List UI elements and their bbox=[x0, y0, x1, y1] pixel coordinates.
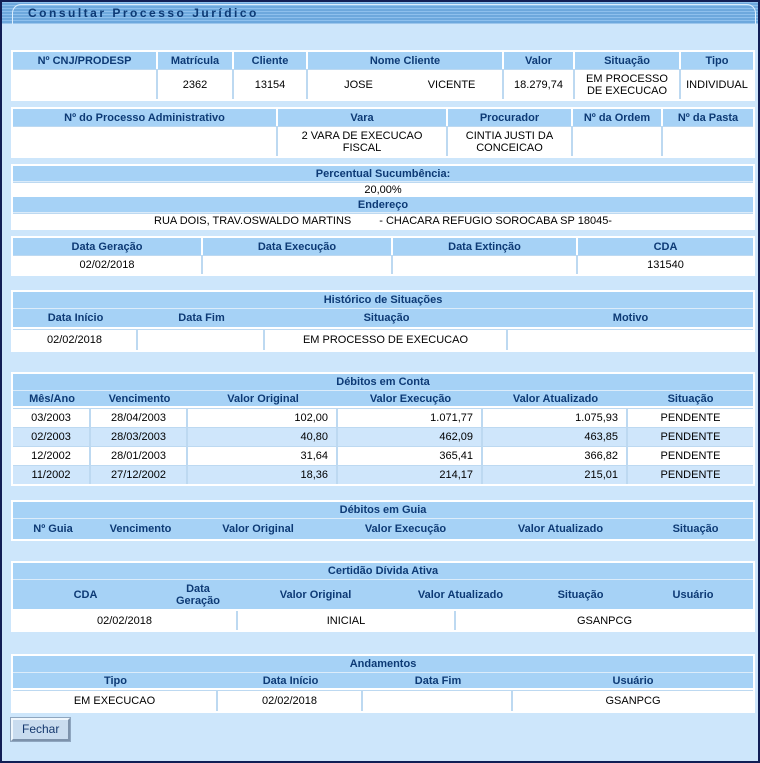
column-header-valor-atualizado-cert: Valor Atualizado bbox=[393, 580, 528, 611]
cell-valor-atualizado: 215,01 bbox=[483, 465, 628, 484]
nome-cliente-last: VICENTE bbox=[427, 78, 476, 91]
column-header-cnj: Nº CNJ/PRODESP bbox=[13, 52, 158, 69]
column-header-data-inicio-and: Data Início bbox=[218, 673, 363, 690]
cell-data-extincao bbox=[393, 255, 578, 274]
debitos-guia-header-row bbox=[13, 519, 753, 539]
cell-and-tipo: EM EXECUCAO bbox=[13, 690, 218, 711]
cell-valor-execucao: 1.071,77 bbox=[338, 408, 483, 427]
cell-hist-situacao: EM PROCESSO DE EXECUCAO bbox=[265, 329, 508, 350]
cell-valor: 18.279,74 bbox=[504, 69, 575, 99]
column-header-data-geracao: Data Geração bbox=[13, 238, 203, 255]
cell-ordem bbox=[573, 126, 663, 156]
cell-vara: 2 VARA DE EXECUCAO FISCAL bbox=[278, 126, 448, 156]
column-header-valor-execucao: Valor Execução bbox=[338, 391, 483, 408]
historico-data-row bbox=[13, 329, 753, 350]
column-header-matricula: Matrícula bbox=[158, 52, 234, 69]
dates-table bbox=[11, 236, 755, 276]
andamentos-data-row bbox=[13, 690, 753, 711]
table-row bbox=[13, 465, 753, 484]
column-header-processo-adm: Nº do Processo Administrativo bbox=[13, 109, 278, 126]
column-header-valor-atualizado-guia: Valor Atualizado bbox=[483, 519, 638, 539]
column-header-data-execucao: Data Execução bbox=[203, 238, 393, 255]
column-header-usuario-and: Usuário bbox=[513, 673, 753, 690]
cell-situacao: EM PROCESSO DE EXECUCAO bbox=[575, 69, 681, 99]
debitos-guia-title: Débitos em Guia bbox=[13, 502, 753, 519]
column-header-valor-execucao-guia: Valor Execução bbox=[328, 519, 483, 539]
column-header-valor-atualizado: Valor Atualizado bbox=[483, 391, 628, 408]
sucumbencia-label: Percentual Sucumbência: bbox=[13, 166, 753, 182]
cell-situacao-conta: PENDENTE bbox=[628, 408, 753, 427]
sucumbencia-endereco-table bbox=[11, 164, 755, 230]
cell-valor-atualizado: 463,85 bbox=[483, 427, 628, 446]
endereco-complemento: - CHACARA REFUGIO SOROCABA SP 18045- bbox=[379, 215, 612, 227]
column-header-situacao-conta: Situação bbox=[628, 391, 753, 408]
certidao-title: Certidão Dívida Ativa bbox=[13, 563, 753, 580]
column-header-tipo-and: Tipo bbox=[13, 673, 218, 690]
cell-pasta bbox=[663, 126, 753, 156]
cell-hist-data-fim bbox=[138, 329, 265, 350]
column-header-cliente: Cliente bbox=[234, 52, 308, 69]
dates-data-row bbox=[13, 255, 753, 274]
column-header-cda: CDA bbox=[578, 238, 753, 255]
debitos-guia-table bbox=[11, 500, 755, 541]
cell-processo-adm bbox=[13, 126, 278, 156]
column-header-situacao-cert: Situação bbox=[528, 580, 633, 611]
cell-and-data-inicio: 02/02/2018 bbox=[218, 690, 363, 711]
column-header-vencimento: Vencimento bbox=[91, 391, 188, 408]
table-row bbox=[13, 446, 753, 465]
certidao-header-row bbox=[13, 580, 753, 611]
cell-hist-motivo bbox=[508, 329, 753, 350]
debitos-conta-table bbox=[11, 372, 755, 486]
historico-title: Histórico de Situações bbox=[13, 292, 753, 309]
andamentos-table bbox=[11, 654, 755, 713]
column-header-situacao-hist: Situação bbox=[265, 309, 508, 329]
cell-mes-ano: 02/2003 bbox=[13, 427, 91, 446]
column-header-cda-cert: CDA bbox=[13, 580, 158, 611]
column-header-valor: Valor bbox=[504, 52, 575, 69]
cell-data-execucao bbox=[203, 255, 393, 274]
column-header-valor-original-cert: Valor Original bbox=[238, 580, 393, 611]
endereco-label: Endereço bbox=[13, 197, 753, 213]
cell-valor-original: 31,64 bbox=[188, 446, 338, 465]
table-row bbox=[13, 408, 753, 427]
column-header-data-fim: Data Fim bbox=[138, 309, 265, 329]
admin-data-row bbox=[13, 126, 753, 156]
sucumbencia-value: 20,00% bbox=[13, 182, 753, 197]
title-bar bbox=[2, 2, 758, 24]
cell-valor-execucao: 214,17 bbox=[338, 465, 483, 484]
admin-header-row bbox=[13, 109, 753, 126]
cell-valor-original: 18,36 bbox=[188, 465, 338, 484]
nome-cliente-first: JOSE bbox=[344, 78, 373, 91]
column-header-situacao: Situação bbox=[575, 52, 681, 69]
column-header-situacao-guia: Situação bbox=[638, 519, 753, 539]
debitos-conta-header-row bbox=[13, 391, 753, 408]
debitos-conta-title: Débitos em Conta bbox=[13, 374, 753, 391]
certidao-header-table bbox=[11, 561, 755, 611]
column-header-procurador: Procurador bbox=[448, 109, 573, 126]
cell-cert-usuario: GSANPCG bbox=[456, 611, 753, 630]
cell-and-data-fim bbox=[363, 690, 513, 711]
cell-data-geracao: 02/02/2018 bbox=[13, 255, 203, 274]
cell-valor-execucao: 365,41 bbox=[338, 446, 483, 465]
cell-matricula: 2362 bbox=[158, 69, 234, 99]
close-button[interactable]: Fechar bbox=[11, 718, 70, 741]
cell-mes-ano: 11/2002 bbox=[13, 465, 91, 484]
cell-valor-atualizado: 1.075,93 bbox=[483, 408, 628, 427]
historico-header-row bbox=[13, 309, 753, 329]
endereco-logradouro: RUA DOIS, TRAV.OSWALDO MARTINS bbox=[154, 215, 352, 227]
andamentos-header-row bbox=[13, 673, 753, 690]
endereco-value bbox=[13, 213, 753, 228]
cell-vencimento: 28/03/2003 bbox=[91, 427, 188, 446]
cell-cert-data-geracao: 02/02/2018 bbox=[13, 611, 238, 630]
column-header-data-fim-and: Data Fim bbox=[363, 673, 513, 690]
table-row bbox=[13, 427, 753, 446]
cell-vencimento: 28/01/2003 bbox=[91, 446, 188, 465]
cell-mes-ano: 12/2002 bbox=[13, 446, 91, 465]
cell-procurador: CINTIA JUSTI DA CONCEICAO bbox=[448, 126, 573, 156]
cell-cliente: 13154 bbox=[234, 69, 308, 99]
cell-tipo: INDIVIDUAL bbox=[681, 69, 753, 99]
column-header-valor-original: Valor Original bbox=[188, 391, 338, 408]
column-header-vara: Vara bbox=[278, 109, 448, 126]
cell-valor-original: 102,00 bbox=[188, 408, 338, 427]
cell-cda: 131540 bbox=[578, 255, 753, 274]
column-header-num-guia: Nº Guia bbox=[13, 519, 93, 539]
column-header-pasta: Nº da Pasta bbox=[663, 109, 753, 126]
cell-hist-data-inicio: 02/02/2018 bbox=[13, 329, 138, 350]
cell-cert-situacao: INICIAL bbox=[238, 611, 456, 630]
cell-vencimento: 27/12/2002 bbox=[91, 465, 188, 484]
column-header-data-geracao-cert: Data Geração bbox=[158, 580, 238, 611]
process-table bbox=[11, 50, 755, 101]
cell-and-usuario: GSANPCG bbox=[513, 690, 753, 711]
cell-valor-execucao: 462,09 bbox=[338, 427, 483, 446]
certidao-data-row bbox=[13, 611, 753, 630]
column-header-tipo: Tipo bbox=[681, 52, 753, 69]
certidao-data-table bbox=[11, 611, 755, 632]
page-title: Consultar Processo Jurídico bbox=[28, 6, 259, 20]
column-header-data-extincao: Data Extinção bbox=[393, 238, 578, 255]
dates-header-row bbox=[13, 238, 753, 255]
cell-situacao-conta: PENDENTE bbox=[628, 427, 753, 446]
cell-nome-cliente bbox=[308, 69, 504, 99]
column-header-ordem: Nº da Ordem bbox=[573, 109, 663, 126]
column-header-motivo: Motivo bbox=[508, 309, 753, 329]
column-header-nome-cliente: Nome Cliente bbox=[308, 52, 504, 69]
cell-valor-atualizado: 366,82 bbox=[483, 446, 628, 465]
cell-cnj bbox=[13, 69, 158, 99]
column-header-data-inicio: Data Início bbox=[13, 309, 138, 329]
main-content bbox=[2, 50, 758, 713]
admin-process-table bbox=[11, 107, 755, 158]
process-data-row bbox=[13, 69, 753, 99]
andamentos-title: Andamentos bbox=[13, 656, 753, 673]
cell-situacao-conta: PENDENTE bbox=[628, 465, 753, 484]
column-header-mes-ano: Mês/Ano bbox=[13, 391, 91, 408]
cell-valor-original: 40,80 bbox=[188, 427, 338, 446]
cell-situacao-conta: PENDENTE bbox=[628, 446, 753, 465]
column-header-usuario-cert: Usuário bbox=[633, 580, 753, 611]
process-header-row bbox=[13, 52, 753, 69]
cell-vencimento: 28/04/2003 bbox=[91, 408, 188, 427]
column-header-vencimento-guia: Vencimento bbox=[93, 519, 188, 539]
column-header-valor-original-guia: Valor Original bbox=[188, 519, 328, 539]
cell-mes-ano: 03/2003 bbox=[13, 408, 91, 427]
historico-table bbox=[11, 290, 755, 352]
